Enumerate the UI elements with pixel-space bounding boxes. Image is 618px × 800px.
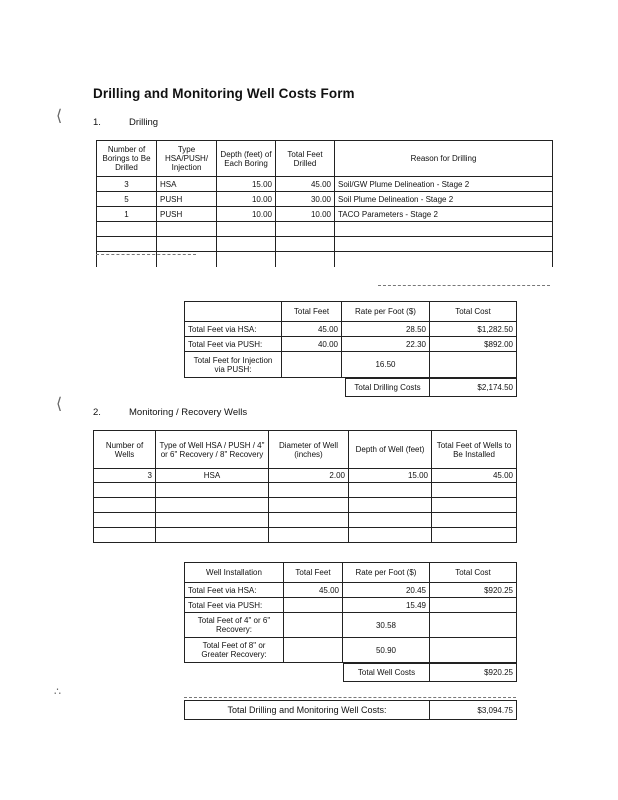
col-header: Depth of Well (feet) — [349, 431, 432, 469]
col-header: Total Cost — [430, 563, 517, 583]
section-2-number: 2. — [93, 407, 101, 418]
cell: 45.00 — [282, 322, 342, 337]
drilling-total-label: Total Drilling Costs — [346, 379, 430, 397]
well-total-label: Total Well Costs — [344, 664, 430, 682]
cell: 50.90 — [343, 638, 430, 663]
form-title: Drilling and Monitoring Well Costs Form — [93, 86, 355, 101]
table-row — [185, 337, 517, 352]
wells-table — [93, 430, 517, 543]
cell — [284, 638, 343, 663]
col-header: Depth (feet) of Each Boring — [217, 141, 276, 177]
empty-row — [97, 237, 553, 252]
drilling-total-box — [345, 378, 517, 397]
cell: 2.00 — [269, 469, 349, 483]
col-header: Type of Well HSA / PUSH / 4" or 6" Recovery / 8" Recovery — [156, 431, 269, 469]
cell: 16.50 — [342, 352, 430, 378]
col-header: Rate per Foot ($) — [343, 563, 430, 583]
col-header — [185, 302, 282, 322]
cell: 28.50 — [342, 322, 430, 337]
row-label: Total Feet of 4" or 6" Recovery: — [185, 613, 284, 638]
wells-header-row — [94, 431, 517, 469]
well-total-box — [343, 663, 517, 682]
table-row — [185, 613, 517, 638]
row-label: Total Feet via HSA: — [185, 322, 282, 337]
well-total-value: $920.25 — [430, 664, 517, 682]
row-label: Total Feet via PUSH: — [185, 337, 282, 352]
cell: 3 — [94, 469, 156, 483]
cell: 45.00 — [276, 177, 335, 192]
col-header: Reason for Drilling — [335, 141, 553, 177]
table-row — [185, 352, 517, 378]
col-header: Diameter of Well (inches) — [269, 431, 349, 469]
col-header: Rate per Foot ($) — [342, 302, 430, 322]
col-header: Number of Wells — [94, 431, 156, 469]
cell — [284, 598, 343, 613]
cell: 3 — [97, 177, 157, 192]
section-2-label: Monitoring / Recovery Wells — [129, 407, 248, 418]
grand-total-box — [184, 700, 517, 720]
table-row — [185, 322, 517, 337]
margin-mark: ⟨ — [56, 106, 63, 125]
table-row — [94, 469, 517, 483]
cell — [430, 352, 517, 378]
drilling-header-row — [97, 141, 553, 177]
col-header: Total Cost — [430, 302, 517, 322]
col-header: Total Feet — [284, 563, 343, 583]
table-row — [185, 583, 517, 598]
cell: $920.25 — [430, 583, 517, 598]
cell: 10.00 — [217, 207, 276, 222]
row-label: Total Feet via PUSH: — [185, 598, 284, 613]
scan-line — [184, 697, 516, 698]
cell: PUSH — [157, 192, 217, 207]
drilling-table — [96, 140, 553, 267]
row-label: Total Feet for Injection via PUSH: — [185, 352, 282, 378]
cell: 20.45 — [343, 583, 430, 598]
drilling-cost-table — [184, 301, 517, 378]
well-cost-table — [184, 562, 517, 663]
cell — [430, 638, 517, 663]
cell: 30.58 — [343, 613, 430, 638]
cost-header-row — [185, 563, 517, 583]
col-header: Total Feet Drilled — [276, 141, 335, 177]
cell: 40.00 — [282, 337, 342, 352]
scan-line — [378, 285, 550, 286]
cell — [430, 613, 517, 638]
cell — [284, 613, 343, 638]
col-header: Type HSA/PUSH/ Injection — [157, 141, 217, 177]
cell: 10.00 — [276, 207, 335, 222]
section-1-label: Drilling — [129, 117, 159, 128]
cell: 15.49 — [343, 598, 430, 613]
cell: 30.00 — [276, 192, 335, 207]
cell: HSA — [156, 469, 269, 483]
cell: $892.00 — [430, 337, 517, 352]
grand-total-value: $3,094.75 — [430, 701, 517, 720]
row-label: Total Feet of 8" or Greater Recovery: — [185, 638, 284, 663]
scan-line — [96, 254, 196, 255]
cell: Soil Plume Delineation - Stage 2 — [335, 192, 553, 207]
cell: 45.00 — [432, 469, 517, 483]
col-header: Well Installation — [185, 563, 284, 583]
col-header: Number of Borings to Be Drilled — [97, 141, 157, 177]
margin-mark: ∴ — [54, 685, 61, 698]
section-1-number: 1. — [93, 117, 101, 128]
empty-row — [94, 528, 517, 543]
empty-row — [94, 498, 517, 513]
col-header: Total Feet — [282, 302, 342, 322]
row-label: Total Feet via HSA: — [185, 583, 284, 598]
cell — [430, 598, 517, 613]
cell: 15.00 — [217, 177, 276, 192]
grand-total-label: Total Drilling and Monitoring Well Costs: — [185, 701, 430, 720]
cell: 15.00 — [349, 469, 432, 483]
cell: 1 — [97, 207, 157, 222]
cell: HSA — [157, 177, 217, 192]
cell: 5 — [97, 192, 157, 207]
cell: 45.00 — [284, 583, 343, 598]
margin-mark: ⟨ — [56, 394, 63, 413]
col-header: Total Feet of Wells to Be Installed — [432, 431, 517, 469]
empty-row — [94, 513, 517, 528]
cell: PUSH — [157, 207, 217, 222]
cell: Soil/GW Plume Delineation - Stage 2 — [335, 177, 553, 192]
cell: 10.00 — [217, 192, 276, 207]
table-row — [97, 177, 553, 192]
table-row — [97, 192, 553, 207]
drilling-total-value: $2,174.50 — [430, 379, 517, 397]
table-row — [185, 598, 517, 613]
cell — [282, 352, 342, 378]
cell: $1,282.50 — [430, 322, 517, 337]
cell: 22.30 — [342, 337, 430, 352]
empty-row — [94, 483, 517, 498]
empty-row — [97, 222, 553, 237]
table-row — [97, 207, 553, 222]
cost-header-row — [185, 302, 517, 322]
table-row — [185, 638, 517, 663]
cell: TACO Parameters - Stage 2 — [335, 207, 553, 222]
